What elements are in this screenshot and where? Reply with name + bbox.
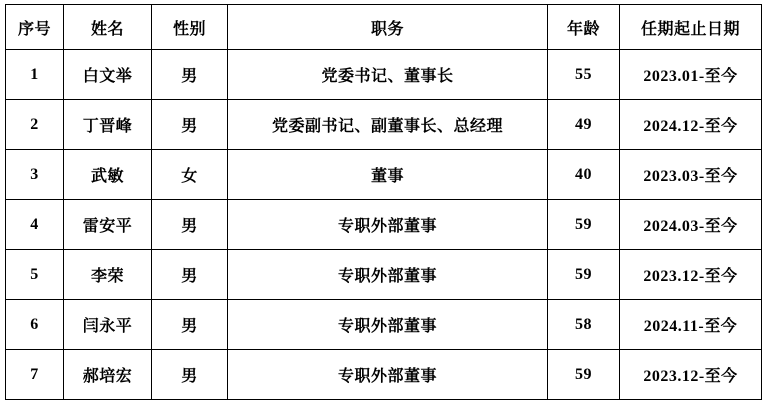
column-header-term: 任期起止日期 <box>620 5 762 50</box>
column-header-age: 年龄 <box>548 5 620 50</box>
cell-name: 闫永平 <box>64 300 152 350</box>
cell-sex: 男 <box>152 350 228 400</box>
cell-term: 2024.11-至今 <box>620 300 762 350</box>
cell-sex: 男 <box>152 200 228 250</box>
table-row <box>6 300 762 350</box>
cell-index: 7 <box>6 350 64 400</box>
column-header-index: 序号 <box>6 5 64 50</box>
table-row <box>6 100 762 150</box>
cell-index: 4 <box>6 200 64 250</box>
cell-post: 专职外部董事 <box>228 300 548 350</box>
table-row <box>6 350 762 400</box>
cell-post: 党委书记、董事长 <box>228 50 548 100</box>
table-row <box>6 250 762 300</box>
cell-sex: 男 <box>152 300 228 350</box>
cell-age: 59 <box>548 350 620 400</box>
cell-name: 丁晋峰 <box>64 100 152 150</box>
column-header-name: 姓名 <box>64 5 152 50</box>
cell-name: 武敏 <box>64 150 152 200</box>
cell-sex: 女 <box>152 150 228 200</box>
cell-post: 专职外部董事 <box>228 250 548 300</box>
cell-age: 59 <box>548 200 620 250</box>
cell-sex: 男 <box>152 250 228 300</box>
board-members-table <box>5 4 762 400</box>
cell-post: 专职外部董事 <box>228 200 548 250</box>
cell-post: 董事 <box>228 150 548 200</box>
cell-age: 40 <box>548 150 620 200</box>
table-row <box>6 50 762 100</box>
cell-post: 专职外部董事 <box>228 350 548 400</box>
column-header-sex: 性别 <box>152 5 228 50</box>
cell-age: 58 <box>548 300 620 350</box>
table-header-row <box>6 5 762 50</box>
cell-term: 2023.12-至今 <box>620 350 762 400</box>
cell-age: 49 <box>548 100 620 150</box>
cell-sex: 男 <box>152 100 228 150</box>
cell-name: 李荣 <box>64 250 152 300</box>
cell-name: 郝培宏 <box>64 350 152 400</box>
cell-index: 5 <box>6 250 64 300</box>
cell-index: 2 <box>6 100 64 150</box>
cell-term: 2024.03-至今 <box>620 200 762 250</box>
table-row <box>6 150 762 200</box>
cell-index: 1 <box>6 50 64 100</box>
cell-index: 6 <box>6 300 64 350</box>
cell-name: 白文举 <box>64 50 152 100</box>
cell-term: 2024.12-至今 <box>620 100 762 150</box>
cell-age: 55 <box>548 50 620 100</box>
cell-index: 3 <box>6 150 64 200</box>
cell-term: 2023.01-至今 <box>620 50 762 100</box>
cell-term: 2023.12-至今 <box>620 250 762 300</box>
table-row <box>6 200 762 250</box>
cell-sex: 男 <box>152 50 228 100</box>
cell-name: 雷安平 <box>64 200 152 250</box>
column-header-post: 职务 <box>228 5 548 50</box>
cell-post: 党委副书记、副董事长、总经理 <box>228 100 548 150</box>
cell-term: 2023.03-至今 <box>620 150 762 200</box>
cell-age: 59 <box>548 250 620 300</box>
